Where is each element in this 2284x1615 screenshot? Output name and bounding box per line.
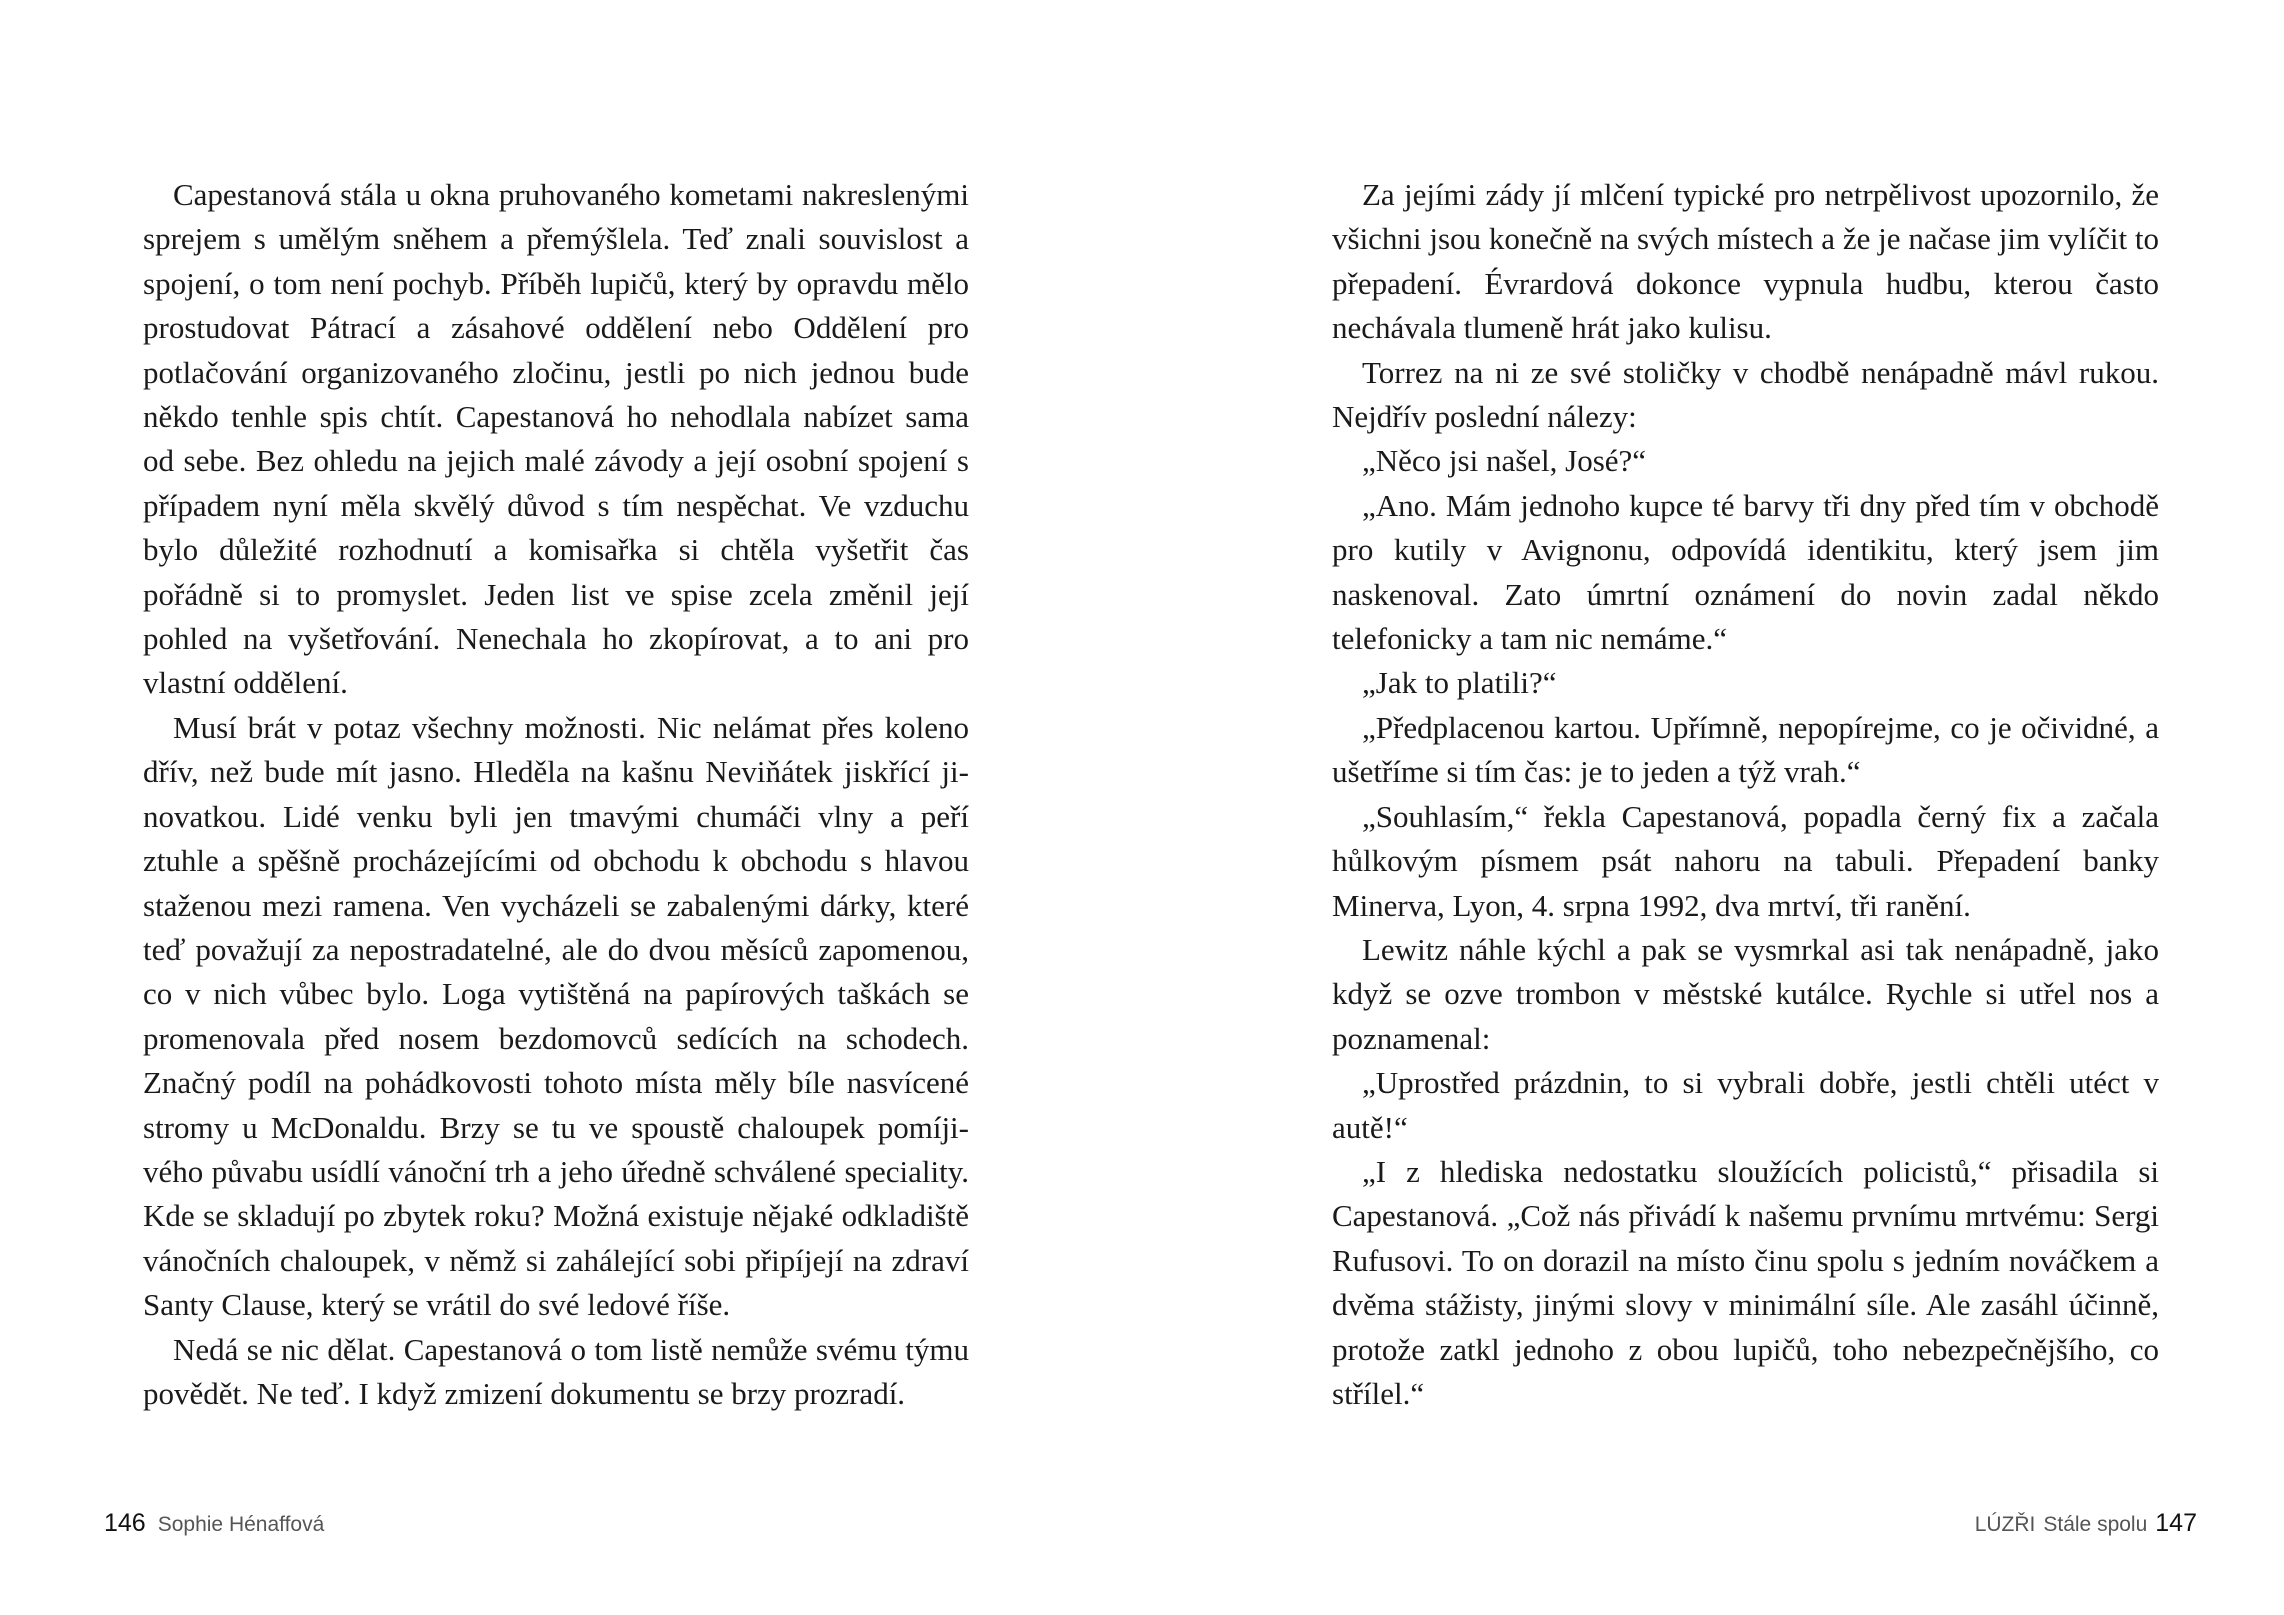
page-number: 146	[104, 1509, 146, 1537]
page-number: 147	[2155, 1509, 2197, 1537]
left-page-footer	[104, 1509, 324, 1538]
paragraph: „Předplacenou kartou. Upřímně, nepopírejme, co je očividné, a ušetříme si tím čas: je to jeden a týž vrah.“	[1332, 709, 2159, 790]
running-author: Sophie Hénaffová	[157, 1513, 325, 1536]
right-page-body	[1332, 173, 2159, 1416]
paragraph: Nedá se nic dělat. Capestanová o tom listě nemůže svému týmu povědět. Ne teď. I když zmizení dokumentu se brzy prozradí.	[143, 1331, 969, 1411]
paragraph: Za jejími zády jí mlčení typické pro netrpělivost upozornilo, že všichni jsou konečně na svých místech a že je načase jim vylíčit to přepadení. Évrardová dokonce vypnula hudbu, kterou často nechávala tlumeně hrát jako kulisu.	[1332, 177, 2159, 346]
running-series: LÚZŘI	[1974, 1513, 2036, 1536]
paragraph: Musí brát v potaz všechny možnosti. Nic nelámat přes koleno dřív, než bude mít jasno. Hleděla na kašnu Neviňátek jiskřící jinovatkou. Lidé venku byli jen tmavými chumáči vlny a peří ztuhle a spěšně procházejícími od obchodu k obchodu s hlavou staženou mezi ramena. Ven vycházeli se zabalenými dárky, které teď považují za nepostradatelné, ale do dvou měsíců zapomenou, co v nich vůbec bylo. Loga vytištěná na papírových taškách se promenovala před nosem bezdomovců sedících na schodech. Značný podíl na pohádkovosti tohoto místa měly bíle nasvícené stromy u McDonaldu. Brzy se tu ve spoustě chaloupek pomíjivého půvabu usídlí vánoční trh a jeho úředně schválené speciality. Kde se skladují po zbytek roku? Možná existuje nějaké odkladiště vánočních chaloupek, v němž si zahálející sobi připíjejí na zdraví Santy Clause, který se vrátil do své ledové říše.	[143, 709, 969, 1323]
left-page-body	[143, 173, 969, 1416]
paragraph: Lewitz náhle kýchl a pak se vysmrkal asi tak nenápadně, jako když se ozve trombon v městské kutálce. Rychle si utřel nos a poznamenal:	[1332, 931, 2159, 1056]
paragraph: „I z hlediska nedostatku sloužících policistů,“ přisadila si Capestanová. „Což nás přivádí k našemu prvnímu mrtvému: Sergi Rufusovi. To on dorazil na místo činu spolu s jedním nováčkem a dvěma stážisty, jinými slovy v minimální síle. Ale zasáhl účinně, protože zatkl jednoho z obou lupičů, toho nebezpečnějšího, co střílel.“	[1332, 1153, 2159, 1411]
paragraph: „Uprostřed prázdnin, to si vybrali dobře, jestli chtěli utéct v autě!“	[1332, 1065, 2159, 1145]
paragraph: „Souhlasím,“ řekla Capestanová, popadla černý fix a začala hůlkovým písmem psát nahoru na tabuli. Přepadení banky Minerva, Lyon, 4. srpna 1992, dva mrtví, tři ranění.	[1332, 798, 2159, 923]
paragraph: Torrez na ni ze své stoličky v chodbě nenápadně mávl rukou. Nejdřív poslední nálezy:	[1332, 354, 2159, 435]
right-page-footer	[1975, 1509, 2197, 1538]
running-title: Stále spolu	[2043, 1513, 2148, 1536]
paragraph: „Něco jsi našel, José?“	[1362, 443, 1647, 479]
paragraph: „Ano. Mám jednoho kupce té barvy tři dny před tím v obchodě pro kutily v Avignonu, odpovídá identikitu, který jsem jim naskenoval. Zato úmrtní oznámení do novin zadal někdo telefonicky a tam nic nemáme.“	[1332, 487, 2159, 657]
paragraph: Capestanová stála u okna pruhovaného kometami nakreslenými sprejem s umělým sněhem a přemýšlela. Teď znali souvislost a spojení, o tom není pochyb. Příběh lupičů, který by opravdu mělo prostudovat Pátrací a zásahové oddělení nebo Oddělení pro potlačování organizovaného zločinu, jestli po nich jednou bude někdo tenhle spis chtít. Capestanová ho nehodlala nabízet sama od sebe. Bez ohledu na jejich malé závody a její osobní spojení s případem nyní měla skvělý důvod s tím nespěchat. Ve vzduchu bylo důležité rozhodnutí a komisařka si chtěla vyšetřit čas pořádně si to promyslet. Jeden list ve spise zcela změnil její pohled na vyšetřování. Nenechala ho zkopírovat, a to ani pro vlastní oddělení.	[143, 177, 969, 701]
paragraph: „Jak to platili?“	[1362, 665, 1557, 701]
